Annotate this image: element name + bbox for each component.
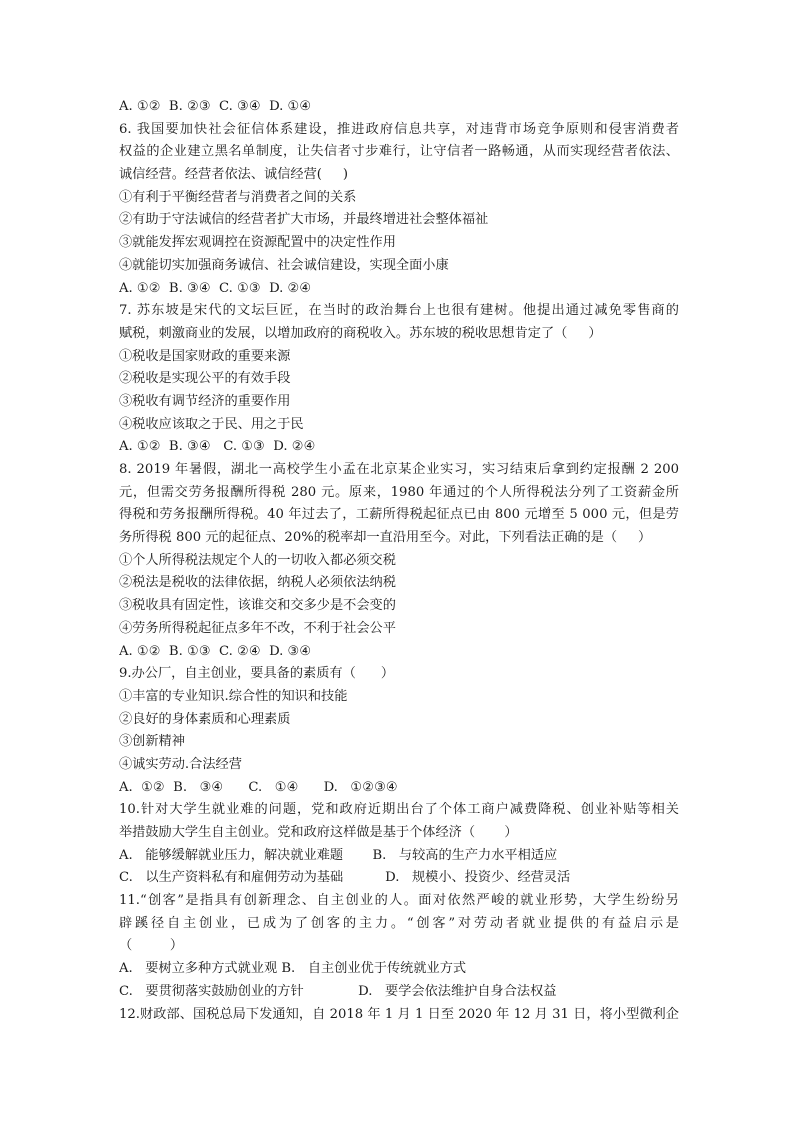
question-11-line-3: （ ）: [119, 938, 184, 954]
question-6-line-1: 6. 我国要加快社会征信体系建设，推进政府信息共享，对违背市场竞争原则和侵害消费者: [119, 121, 679, 137]
exam-page: [119, 96, 679, 1026]
question-10-options-ab: A. 能够缓解就业压力，解决就业难题 B. 与较高的生产力水平相适应: [119, 847, 558, 863]
question-8-line-2: 元，但需交劳务报酬所得税 280 元。原来，1980 年通过的个人所得税法分列了工资薪金所: [119, 484, 679, 500]
question-10-options-cd: C. 以生产资料私有和雇佣劳动为基础 D. 规模小、投资少、经营灵活: [119, 870, 571, 886]
question-11-line-1: 11.“创客”是指具有创新理念、自主创业的人。面对依然严峻的就业形势，大学生纷纷另: [119, 893, 679, 909]
question-7-line-2: 赋税，刺激商业的发展，以增加政府的商税收入。苏东坡的税收思想肯定了（ ）: [119, 325, 602, 341]
question-9-option-3: ③创新精神: [119, 734, 185, 750]
question-10-line-1: 10.针对大学生就业难的问题，党和政府近期出台了个体工商户减费降税、创业补贴等相关: [119, 802, 679, 818]
question-7-option-4: ④税收应该取之于民、用之于民: [119, 416, 304, 432]
question-10-line-2: 举措鼓励大学生自主创业。党和政府这样做是基于个体经济（ ）: [119, 825, 518, 840]
question-6-line-2: 权益的企业建立黑名单制度，让失信者寸步难行，让守信者一路畅通，从而实现经营者依法、: [119, 144, 679, 160]
question-8-option-1: ①个人所得税法规定个人的一切收入都必须交税: [119, 552, 396, 568]
answer-options-q9: A. ①② B. ③④ C. ①④ D. ①②③④: [119, 779, 398, 795]
question-9-line-1: 9.办公厂，自主创业，要具备的素质有（ ）: [119, 666, 395, 682]
answer-options-q6: A. ①② B. ③④ C. ①③ D. ②④: [119, 280, 312, 296]
question-11-options-ab: A. 要树立多种方式就业观 B. 自主创业优于传统就业方式: [119, 961, 467, 977]
answer-options-q8: A. ①② B. ①③ C. ②④ D. ③④: [119, 643, 312, 659]
question-7-option-1: ①税收是国家财政的重要来源: [119, 348, 291, 364]
question-6-line-3: 诚信经营。经营者依法、诚信经营( ): [119, 167, 349, 183]
question-8-option-3: ③税收具有固定性，该谁交和交多少是不会变的: [119, 598, 396, 614]
question-11-line-2: 辟蹊径自主创业，已成为了创客的主力。“创客”对劳动者就业提供的有益启示是: [119, 915, 679, 931]
question-8-line-1: 8. 2019 年暑假，湖北一高校学生小孟在北京某企业实习，实习结束后拿到约定报酬 2 200: [119, 462, 679, 477]
answer-options-q5: A. ①② B. ②③ C. ③④ D. ①④: [119, 99, 312, 114]
question-6-option-4: ④就能切实加强商务诚信、社会诚信建设，实现全面小康: [119, 257, 449, 273]
question-9-option-2: ②良好的身体素质和心理素质: [119, 711, 291, 727]
question-6-option-1: ①有利于平衡经营者与消费者之间的关系: [119, 189, 357, 205]
question-7-option-2: ②税收是实现公平的有效手段: [119, 371, 291, 387]
question-6-option-3: ③就能发挥宏观调控在资源配置中的决定性作用: [119, 235, 396, 251]
question-9-option-4: ④诚实劳动.合法经营: [119, 756, 242, 772]
question-6-option-2: ②有助于守法诚信的经营者扩大市场，并最终增进社会整体福祉: [119, 212, 489, 228]
question-8-option-4: ④劳务所得税起征点多年不改，不利于社会公平: [119, 620, 396, 636]
question-9-option-1: ①丰富的专业知识.综合性的知识和技能: [119, 688, 348, 704]
answer-options-q7: A. ①② B. ③④ C. ①③ D. ②④: [119, 439, 316, 455]
question-11-options-cd: C. 要贯彻落实鼓励创业的方针 D. 要学会依法维护自身合法权益: [119, 983, 557, 999]
question-8-option-2: ②税法是税收的法律依据，纳税人必须依法纳税: [119, 575, 396, 591]
question-7-line-1: 7. 苏东坡是宋代的文坛巨匠，在当时的政治舞台上也很有建树。他提出通过减免零售商的: [119, 303, 679, 319]
question-8-line-4: 务所得税 800 元的起征点、20%的税率却一直沿用至今。对此，下列看法正确的是（ ）: [119, 530, 652, 546]
question-12-line-1: 12.财政部、国税总局下发通知，自 2018 年 1 月 1 日至 2020 年 12 月 31 日，将小型微利企: [119, 1006, 679, 1022]
question-7-option-3: ③税收有调节经济的重要作用: [119, 393, 291, 409]
question-8-line-3: 得税和劳务报酬所得税。40 年过去了，工薪所得税起征点已由 800 元增至 5 000 元，但是劳: [119, 507, 679, 523]
